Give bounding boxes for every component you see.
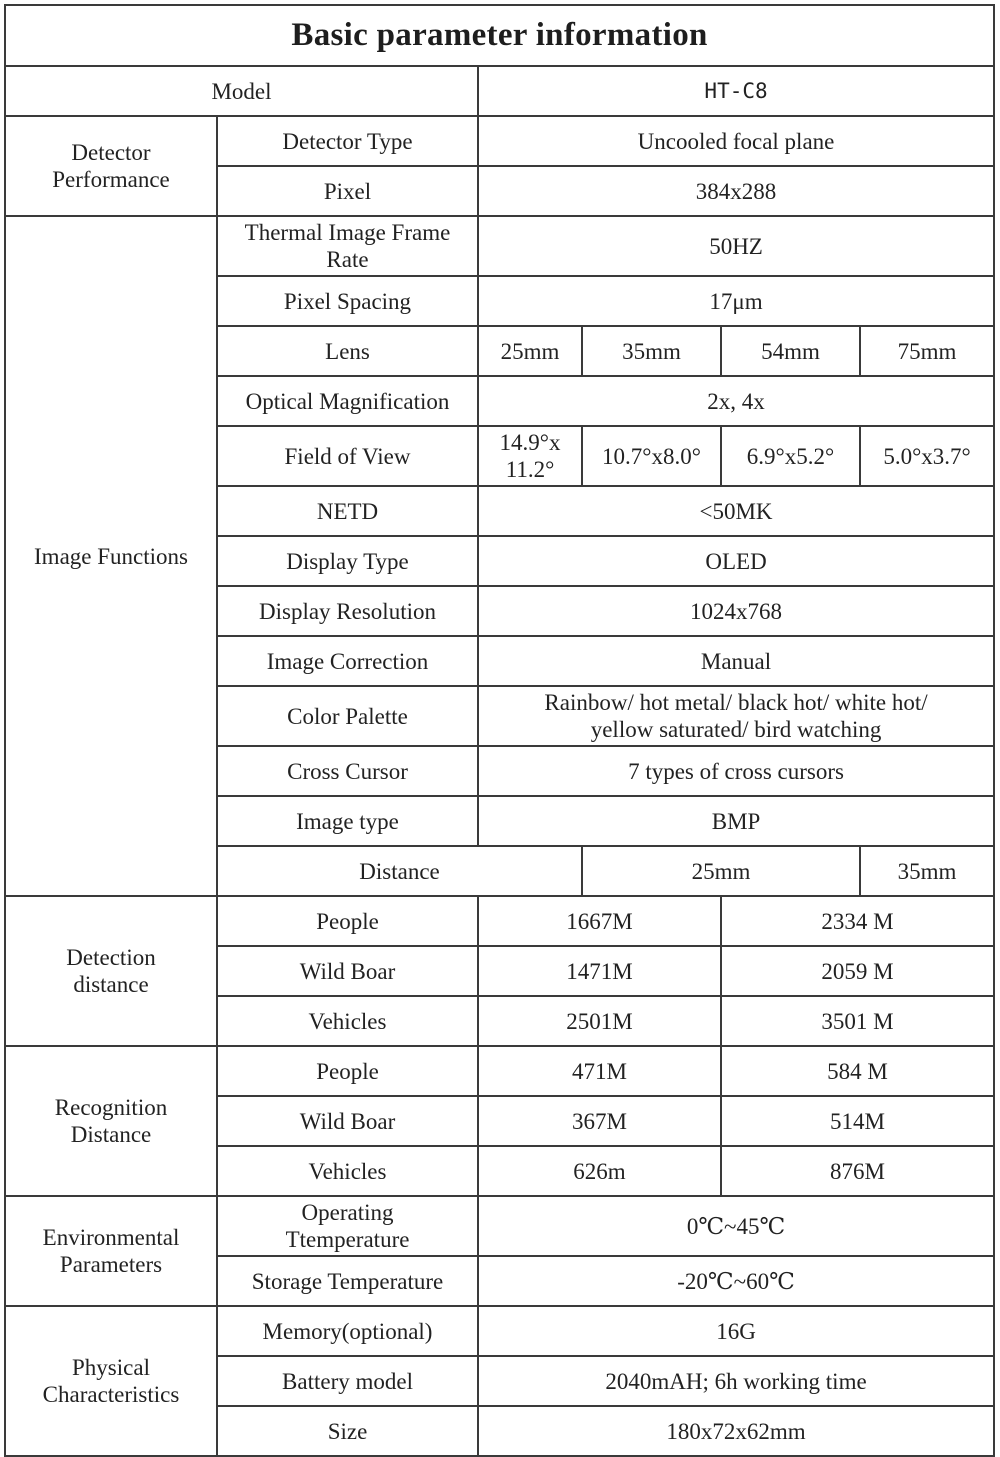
- magnification-value: 2x, 4x: [478, 376, 994, 426]
- frame-rate-label: Thermal Image Frame Rate: [217, 216, 478, 276]
- cross-cursor-label: Cross Cursor: [217, 746, 478, 796]
- image-type-value: BMP: [478, 796, 994, 846]
- size-label: Size: [217, 1406, 478, 1456]
- pixel-spacing-value: 17μm: [478, 276, 994, 326]
- detection-row-label: People: [217, 896, 478, 946]
- storage-temperature-value: -20℃~60℃: [478, 1256, 994, 1306]
- fov-label: Field of View: [217, 426, 478, 486]
- fov-35mm: 10.7°x8.0°: [582, 426, 721, 486]
- memory-value: 16G: [478, 1306, 994, 1356]
- detector-group-label: Detector Performance: [5, 116, 217, 216]
- image-correction-value: Manual: [478, 636, 994, 686]
- image-functions-group-label: Image Functions: [5, 216, 217, 896]
- lens-35mm: 35mm: [582, 326, 721, 376]
- recognition-row-value-35mm: 584 M: [721, 1046, 994, 1096]
- recognition-row-label: Wild Boar: [217, 1096, 478, 1146]
- detection-group-label: Detection distance: [5, 896, 217, 1046]
- physical-group-label: Physical Characteristics: [5, 1306, 217, 1456]
- detection-row-value-25mm: 1471M: [478, 946, 721, 996]
- cross-cursor-value: 7 types of cross cursors: [478, 746, 994, 796]
- recognition-row-value-25mm: 471M: [478, 1046, 721, 1096]
- distance-label: Distance: [217, 846, 582, 896]
- environment-group-label: Environmental Parameters: [5, 1196, 217, 1306]
- fov-75mm: 5.0°x3.7°: [860, 426, 994, 486]
- pixel-value: 384x288: [478, 166, 994, 216]
- distance-col-35mm: 35mm: [860, 846, 994, 896]
- display-resolution-label: Display Resolution: [217, 586, 478, 636]
- recognition-row-label: People: [217, 1046, 478, 1096]
- memory-label: Memory(optional): [217, 1306, 478, 1356]
- detection-row-label: Vehicles: [217, 996, 478, 1046]
- recognition-group-label: Recognition Distance: [5, 1046, 217, 1196]
- operating-temperature-label: Operating Ttemperature: [217, 1196, 478, 1256]
- recognition-row-label: Vehicles: [217, 1146, 478, 1196]
- lens-75mm: 75mm: [860, 326, 994, 376]
- detection-row-value-35mm: 2334 M: [721, 896, 994, 946]
- detection-row-value-25mm: 2501M: [478, 996, 721, 1046]
- recognition-row-value-25mm: 367M: [478, 1096, 721, 1146]
- table-title: Basic parameter information: [5, 5, 994, 66]
- frame-rate-value: 50HZ: [478, 216, 994, 276]
- detector-type-label: Detector Type: [217, 116, 478, 166]
- recognition-row-value-35mm: 514M: [721, 1096, 994, 1146]
- size-value: 180x72x62mm: [478, 1406, 994, 1456]
- netd-value: <50MK: [478, 486, 994, 536]
- display-type-value: OLED: [478, 536, 994, 586]
- display-resolution-value: 1024x768: [478, 586, 994, 636]
- storage-temperature-label: Storage Temperature: [217, 1256, 478, 1306]
- detection-row-value-35mm: 3501 M: [721, 996, 994, 1046]
- magnification-label: Optical Magnification: [217, 376, 478, 426]
- display-type-label: Display Type: [217, 536, 478, 586]
- recognition-row-value-35mm: 876M: [721, 1146, 994, 1196]
- pixel-spacing-label: Pixel Spacing: [217, 276, 478, 326]
- parameter-table: [4, 4, 995, 1457]
- fov-25mm: 14.9°x 11.2°: [478, 426, 582, 486]
- detection-row-value-35mm: 2059 M: [721, 946, 994, 996]
- detection-row-label: Wild Boar: [217, 946, 478, 996]
- model-value: HT-C8: [478, 66, 994, 116]
- distance-col-25mm: 25mm: [582, 846, 860, 896]
- recognition-row-value-25mm: 626m: [478, 1146, 721, 1196]
- color-palette-value: Rainbow/ hot metal/ black hot/ white hot/ yellow saturated/ bird watching: [478, 686, 994, 746]
- battery-label: Battery model: [217, 1356, 478, 1406]
- lens-label: Lens: [217, 326, 478, 376]
- pixel-label: Pixel: [217, 166, 478, 216]
- fov-54mm: 6.9°x5.2°: [721, 426, 860, 486]
- battery-value: 2040mAH; 6h working time: [478, 1356, 994, 1406]
- model-label: Model: [5, 66, 478, 116]
- operating-temperature-value: 0℃~45℃: [478, 1196, 994, 1256]
- image-correction-label: Image Correction: [217, 636, 478, 686]
- lens-54mm: 54mm: [721, 326, 860, 376]
- image-type-label: Image type: [217, 796, 478, 846]
- detector-type-value: Uncooled focal plane: [478, 116, 994, 166]
- netd-label: NETD: [217, 486, 478, 536]
- lens-25mm: 25mm: [478, 326, 582, 376]
- color-palette-label: Color Palette: [217, 686, 478, 746]
- detection-row-value-25mm: 1667M: [478, 896, 721, 946]
